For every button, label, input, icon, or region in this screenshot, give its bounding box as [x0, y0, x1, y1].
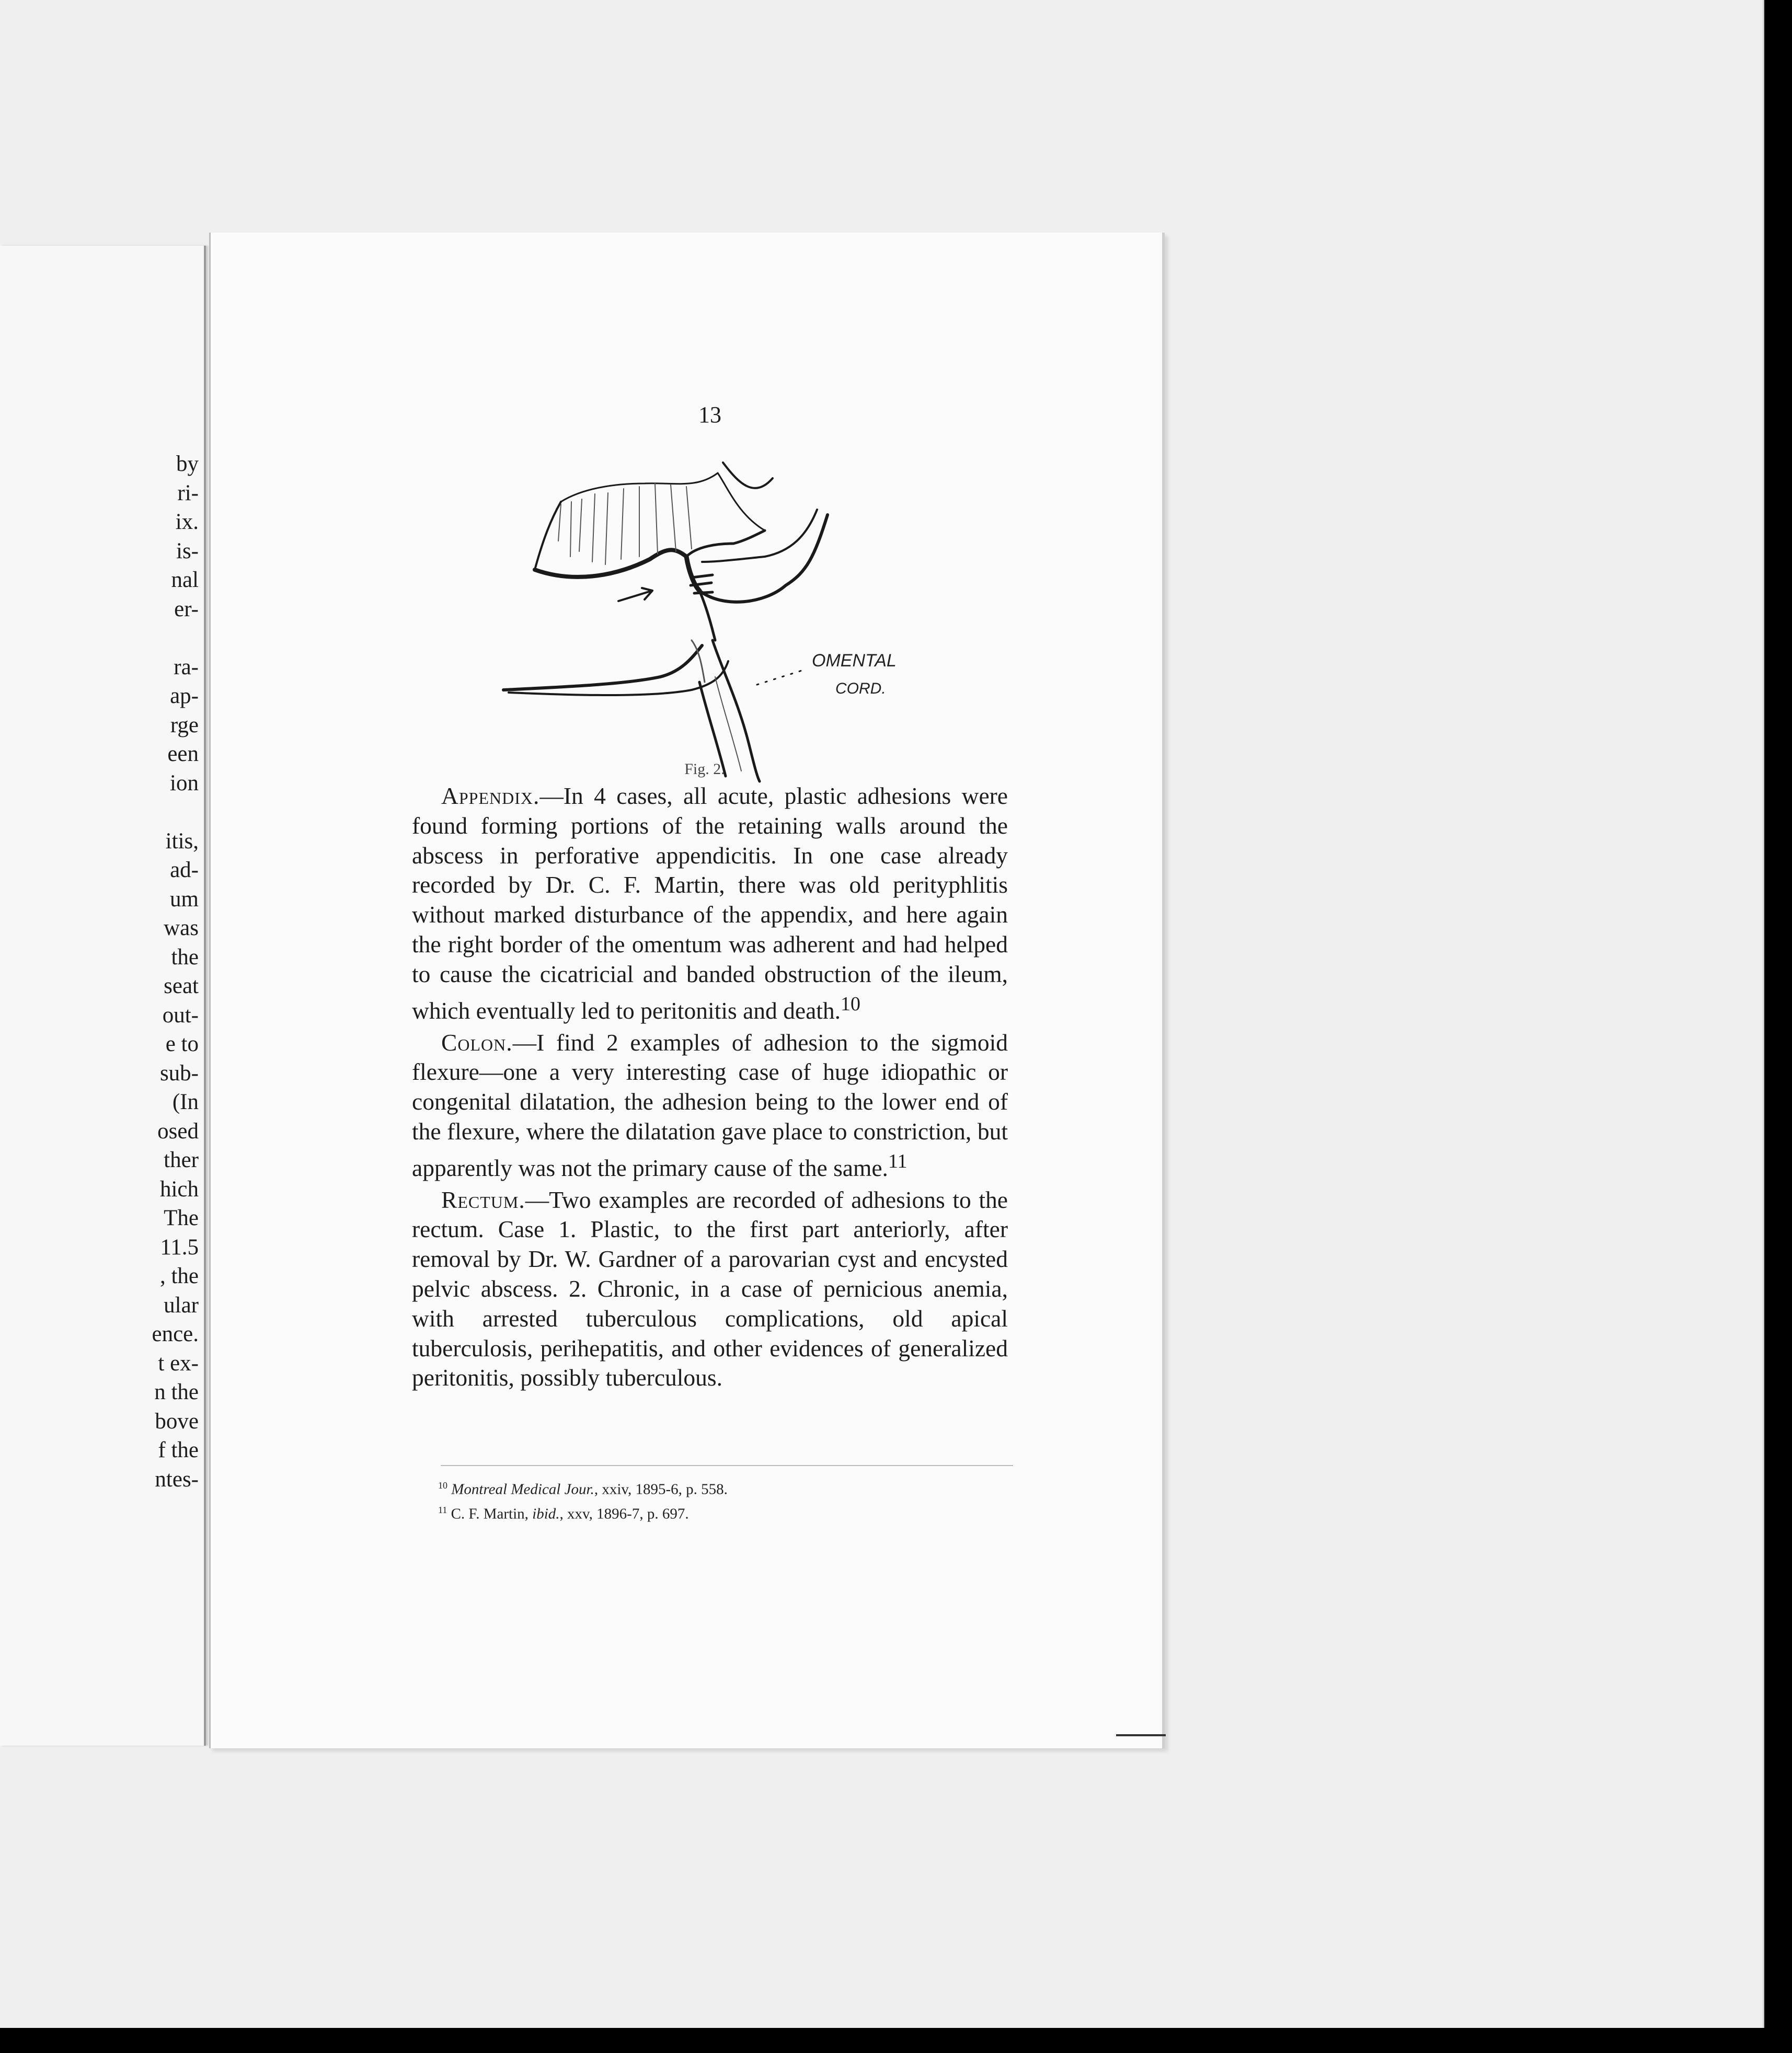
- paragraph-rectum: [412, 1185, 1008, 1393]
- previous-page-line: e to: [165, 1032, 199, 1056]
- paragraph-colon-text: —I find 2 examples of adhesion to the sigmoid flexure—one a very interesting case of huge idiopathic or congenital dilatation, the adhesion being to the lower end of the flexure, where the dilatation gave place to constriction, but apparently was not the primary cause of the same.: [412, 1029, 1008, 1181]
- previous-page-line: um: [170, 886, 199, 912]
- section-head-rectum: Rectum.: [441, 1186, 525, 1213]
- previous-page-line: seat: [164, 974, 199, 998]
- footnote-11-number: 11: [438, 1504, 447, 1515]
- previous-page-line: ri-: [177, 480, 199, 505]
- scan-artifact-stroke: [1116, 1734, 1166, 1736]
- paragraph-rectum-text: —Two examples are recorded of adhesions to the rectum. Case 1. Plastic, to the first part anteriorly, after removal by Dr. W. Gardner of a parovarian cyst and encysted pelvic abscess. 2. Chronic, in a case of pernicious anemia, with arrested tuberculous complications, old apical tuberculosis, perihepatitis, and other evidences of generalized peritonitis, possibly tuberculous.: [412, 1186, 1008, 1391]
- previous-page-line: out-: [162, 1002, 199, 1028]
- previous-page-line: sub-: [159, 1060, 199, 1086]
- footnote-10-number: 10: [438, 1480, 447, 1491]
- footnote-ref-10: 10: [841, 993, 860, 1015]
- footnote-11-source: ibid.: [532, 1505, 560, 1523]
- document-page: [209, 233, 1165, 1748]
- previous-page-line: f the: [158, 1438, 199, 1462]
- previous-page-line: , the: [159, 1264, 199, 1288]
- previous-page-line: een: [167, 742, 199, 766]
- previous-page-line: rge: [170, 712, 199, 737]
- previous-page-line: t ex-: [158, 1351, 199, 1376]
- footnote-10-rest: , xxiv, 1895-6, p. 558.: [594, 1481, 728, 1498]
- section-head-appendix: Appendix.: [441, 782, 540, 809]
- footnote-10-source: Montreal Medical Jour.: [451, 1481, 594, 1498]
- footnote-10: [438, 1475, 1013, 1500]
- previous-page-line: ion: [170, 770, 199, 795]
- figure-label-cord: CORD.: [835, 680, 886, 697]
- page-number: 13: [698, 402, 721, 428]
- figure-label-omental: OMENTAL: [812, 651, 897, 671]
- paragraph-colon: [412, 1028, 1008, 1183]
- previous-page-line: [152, 624, 199, 653]
- body-text: [412, 781, 1008, 1393]
- previous-page-line: ap-: [170, 684, 199, 708]
- previous-page-line: er-: [174, 596, 199, 621]
- previous-page-line: ad-: [170, 858, 199, 882]
- previous-page-line: ther: [164, 1148, 199, 1172]
- previous-page-line: The: [164, 1206, 199, 1230]
- previous-page-line: by: [176, 452, 199, 476]
- previous-page-line: ix.: [175, 510, 199, 534]
- previous-page-line: ra-: [174, 654, 199, 679]
- paragraph-appendix-text: —In 4 cases, all acute, plastic adhesions were found forming portions of the retaining walls around the abscess in perforative appendicitis. In one case already recorded by Dr. C. F. Martin, there was old perityphlitis without marked disturbance of the appendix, and here again the right border of the omentum was adherent and had helped to cause the cicatricial and banded obstruction of the ileum, which eventually led to peritonitis and death.: [412, 782, 1008, 1024]
- previous-page-line: n the: [154, 1380, 199, 1404]
- previous-page-line: ntes-: [155, 1467, 199, 1492]
- previous-page-line: was: [164, 916, 199, 940]
- previous-page-line: bove: [155, 1409, 199, 1434]
- figure-omental-cord-illustration: [493, 452, 948, 787]
- footnote-divider: [441, 1465, 1013, 1466]
- previous-page-line: nal: [171, 568, 199, 592]
- previous-page-line: ence.: [152, 1322, 199, 1346]
- figure-caption: Fig. 2.: [684, 760, 725, 778]
- previous-page-line: [152, 798, 199, 827]
- previous-page-line: (In: [172, 1090, 199, 1114]
- previous-page-fragment: [0, 246, 206, 1746]
- section-head-colon: Colon.: [441, 1029, 513, 1056]
- footnote-ref-11: 11: [888, 1150, 908, 1172]
- previous-page-line: ular: [164, 1293, 199, 1318]
- footnotes: [438, 1475, 1013, 1524]
- previous-page-line: the: [171, 944, 199, 970]
- previous-page-line: hich: [159, 1177, 199, 1202]
- previous-page-line: itis,: [165, 828, 199, 854]
- previous-page-text: [152, 449, 199, 1494]
- paragraph-appendix: [412, 781, 1008, 1026]
- previous-page-line: 11.5: [160, 1235, 199, 1260]
- footnote-11-rest: , xxv, 1896-7, p. 697.: [559, 1505, 689, 1523]
- previous-page-line: is-: [176, 538, 199, 563]
- previous-page-line: osed: [157, 1118, 199, 1144]
- footnote-11: [438, 1500, 1013, 1525]
- footnote-11-author: C. F. Martin,: [451, 1505, 533, 1523]
